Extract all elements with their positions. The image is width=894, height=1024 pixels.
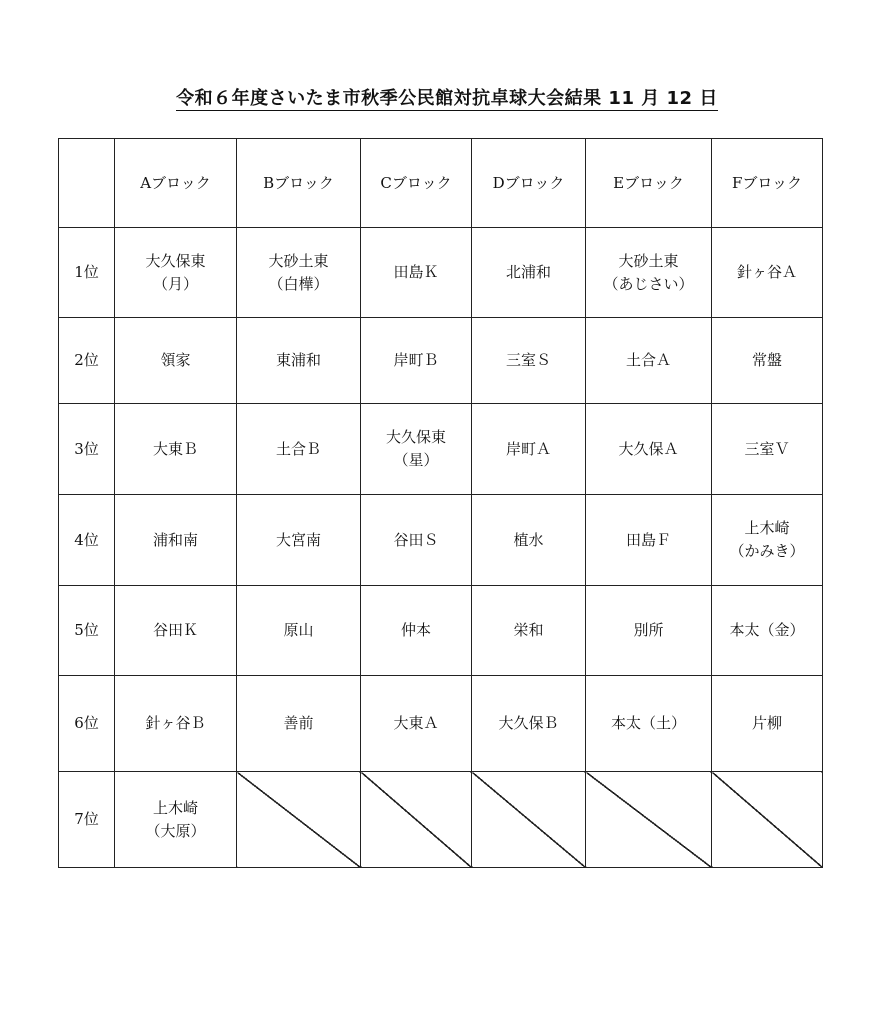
result-cell: 片柳 [712, 676, 823, 772]
result-cell: 大東Ｂ [115, 404, 237, 495]
result-cell [115, 772, 237, 868]
result-cell: 岸町Ｂ [361, 318, 472, 404]
result-cell: 三室Ｓ [472, 318, 586, 404]
team-name: 大久保東 [145, 251, 206, 270]
team-name: 大砂土東 [618, 251, 679, 270]
result-cell: 植水 [472, 495, 586, 586]
team-subname: （星） [393, 451, 439, 469]
block-header-e: Eブロック [586, 139, 712, 228]
document-title-text: 令和６年度さいたま市秋季公民館対抗卓球大会結果 11 月 12 日 [176, 88, 718, 109]
team-subname: （あじさい） [603, 274, 694, 293]
team-name: 上木崎 [744, 519, 790, 537]
empty-slash-cell [237, 772, 361, 868]
team-name: 田島Ｋ [393, 263, 439, 281]
result-cell: 岸町Ａ [472, 404, 586, 495]
result-cell: 善前 [237, 676, 361, 772]
block-header-d: Dブロック [472, 139, 586, 228]
team-name: 大久保東 [385, 428, 446, 446]
result-cell [586, 228, 712, 318]
header-row [59, 139, 823, 228]
rank-row-5 [59, 586, 823, 676]
rank-row-4 [59, 495, 823, 586]
rank-label: 2位 [59, 318, 115, 404]
results-table-body [59, 139, 823, 868]
result-cell [712, 228, 823, 318]
rank-label: 5位 [59, 586, 115, 676]
block-header-c: Cブロック [361, 139, 472, 228]
empty-slash-cell [472, 772, 586, 868]
result-cell [361, 228, 472, 318]
team-name: 針ヶ谷Ａ [736, 263, 797, 281]
empty-slash-cell [361, 772, 472, 868]
result-cell: 大宮南 [237, 495, 361, 586]
result-cell: 常盤 [712, 318, 823, 404]
rank-row-7 [59, 772, 823, 868]
result-cell: 東浦和 [237, 318, 361, 404]
result-cell: 原山 [237, 586, 361, 676]
result-cell [361, 404, 472, 495]
rank-row-2 [59, 318, 823, 404]
document-title [0, 84, 894, 110]
rank-row-3 [59, 404, 823, 495]
result-cell: 田島Ｆ [586, 495, 712, 586]
rank-row-1 [59, 228, 823, 318]
rank-label: 7位 [59, 772, 115, 868]
result-cell: 本太（土） [586, 676, 712, 772]
block-header-b: Bブロック [237, 139, 361, 228]
result-cell: 大東Ａ [361, 676, 472, 772]
team-name: 北浦和 [505, 263, 551, 281]
result-cell: 栄和 [472, 586, 586, 676]
result-cell: 谷田Ｋ [115, 586, 237, 676]
result-cell: 仲本 [361, 586, 472, 676]
team-name: 大砂土東 [268, 251, 329, 270]
rank-label: 3位 [59, 404, 115, 495]
team-name: 上木崎 [152, 798, 198, 817]
rank-label: 4位 [59, 495, 115, 586]
result-cell: 領家 [115, 318, 237, 404]
empty-slash-cell [586, 772, 712, 868]
result-cell [237, 228, 361, 318]
result-cell [712, 495, 823, 586]
result-cell: 谷田Ｓ [361, 495, 472, 586]
result-cell: 別所 [586, 586, 712, 676]
result-cell: 大久保Ｂ [472, 676, 586, 772]
result-cell [115, 228, 237, 318]
team-subname: （大原） [145, 821, 206, 840]
results-table [58, 138, 823, 868]
result-cell [472, 228, 586, 318]
result-cell: 三室Ｖ [712, 404, 823, 495]
team-subname: （月） [152, 274, 198, 293]
corner-cell [59, 139, 115, 228]
result-cell: 土合Ａ [586, 318, 712, 404]
empty-slash-cell [712, 772, 823, 868]
team-subname: （かみき） [729, 542, 805, 560]
team-subname: （白樺） [268, 274, 329, 293]
result-cell: 土合Ｂ [237, 404, 361, 495]
rank-row-6 [59, 676, 823, 772]
result-cell: 針ヶ谷Ｂ [115, 676, 237, 772]
result-cell: 浦和南 [115, 495, 237, 586]
block-header-a: Aブロック [115, 139, 237, 228]
block-header-f: Fブロック [712, 139, 823, 228]
result-cell: 本太（金） [712, 586, 823, 676]
result-cell: 大久保Ａ [586, 404, 712, 495]
rank-label: 1位 [59, 228, 115, 318]
rank-label: 6位 [59, 676, 115, 772]
